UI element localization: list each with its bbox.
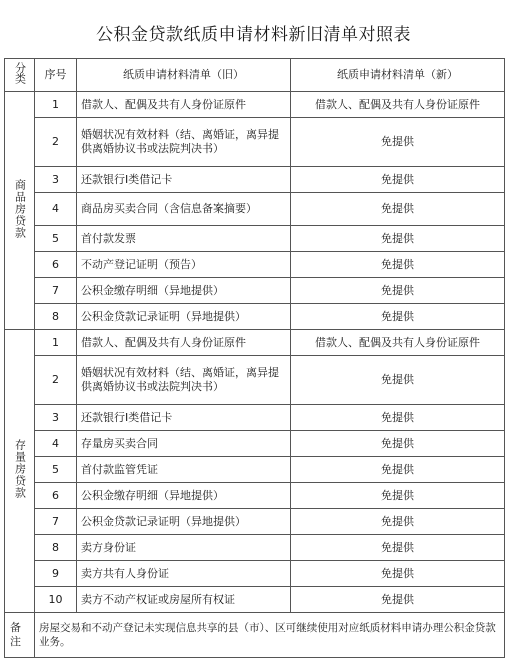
new-material-cell: 免提供	[291, 561, 505, 587]
table-row	[5, 535, 505, 561]
table-row	[5, 167, 505, 193]
old-material-cell: 首付款发票	[77, 226, 291, 252]
old-material-cell: 卖方身份证	[77, 535, 291, 561]
seq-cell: 4	[35, 431, 77, 457]
old-material-cell: 首付款监管凭证	[77, 457, 291, 483]
old-material-cell: 公积金贷款记录证明（异地提供）	[77, 509, 291, 535]
new-material-cell: 免提供	[291, 252, 505, 278]
old-material-cell: 公积金缴存明细（异地提供）	[77, 278, 291, 304]
table-row	[5, 193, 505, 226]
table-row	[5, 431, 505, 457]
header-category: 分类	[5, 59, 35, 92]
new-material-cell: 免提供	[291, 587, 505, 613]
table-row	[5, 457, 505, 483]
table-row	[5, 483, 505, 509]
new-material-cell: 免提供	[291, 226, 505, 252]
seq-cell: 3	[35, 405, 77, 431]
table-row	[5, 561, 505, 587]
seq-cell: 8	[35, 304, 77, 330]
old-material-cell: 借款人、配偶及共有人身份证原件	[77, 92, 291, 118]
table-row	[5, 226, 505, 252]
old-material-cell: 公积金贷款记录证明（异地提供）	[77, 304, 291, 330]
old-material-cell: 存量房买卖合同	[77, 431, 291, 457]
seq-cell: 2	[35, 118, 77, 167]
old-material-cell: 借款人、配偶及共有人身份证原件	[77, 330, 291, 356]
note-row	[5, 613, 505, 658]
new-material-cell: 免提供	[291, 457, 505, 483]
category-label: 商品房贷款	[13, 178, 27, 239]
new-material-cell: 借款人、配偶及共有人身份证原件	[291, 330, 505, 356]
new-material-cell: 免提供	[291, 118, 505, 167]
category-cell	[5, 330, 35, 613]
note-label: 备注	[5, 613, 35, 658]
seq-cell: 1	[35, 330, 77, 356]
comparison-table	[4, 58, 505, 658]
new-material-cell: 免提供	[291, 304, 505, 330]
new-material-cell: 免提供	[291, 278, 505, 304]
seq-cell: 8	[35, 535, 77, 561]
table-row	[5, 252, 505, 278]
seq-cell: 7	[35, 509, 77, 535]
table-header-row	[5, 59, 505, 92]
new-material-cell: 免提供	[291, 356, 505, 405]
table-row	[5, 587, 505, 613]
old-material-cell: 卖方不动产权证或房屋所有权证	[77, 587, 291, 613]
old-material-cell: 婚姻状况有效材料（结、离婚证，离异提供离婚协议书或法院判决书）	[77, 118, 291, 167]
table-row	[5, 118, 505, 167]
seq-cell: 4	[35, 193, 77, 226]
new-material-cell: 免提供	[291, 535, 505, 561]
old-material-cell: 还款银行Ⅰ类借记卡	[77, 405, 291, 431]
old-material-cell: 商品房买卖合同（含信息备案摘要）	[77, 193, 291, 226]
old-material-cell: 婚姻状况有效材料（结、离婚证，离异提供离婚协议书或法院判决书）	[77, 356, 291, 405]
category-cell	[5, 92, 35, 330]
new-material-cell: 免提供	[291, 167, 505, 193]
header-new-list: 纸质申请材料清单（新）	[291, 59, 505, 92]
seq-cell: 5	[35, 457, 77, 483]
table-row	[5, 509, 505, 535]
seq-cell: 6	[35, 252, 77, 278]
new-material-cell: 免提供	[291, 193, 505, 226]
seq-cell: 7	[35, 278, 77, 304]
seq-cell: 9	[35, 561, 77, 587]
table-row	[5, 405, 505, 431]
new-material-cell: 借款人、配偶及共有人身份证原件	[291, 92, 505, 118]
header-seq: 序号	[35, 59, 77, 92]
new-material-cell: 免提供	[291, 405, 505, 431]
seq-cell: 5	[35, 226, 77, 252]
seq-cell: 1	[35, 92, 77, 118]
old-material-cell: 卖方共有人身份证	[77, 561, 291, 587]
table-row	[5, 330, 505, 356]
table-row	[5, 278, 505, 304]
new-material-cell: 免提供	[291, 431, 505, 457]
table-row	[5, 356, 505, 405]
header-old-list: 纸质申请材料清单（旧）	[77, 59, 291, 92]
seq-cell: 3	[35, 167, 77, 193]
old-material-cell: 不动产登记证明（预告）	[77, 252, 291, 278]
old-material-cell: 还款银行Ⅰ类借记卡	[77, 167, 291, 193]
seq-cell: 2	[35, 356, 77, 405]
table-row	[5, 304, 505, 330]
table-row	[5, 92, 505, 118]
table-body	[5, 92, 505, 613]
new-material-cell: 免提供	[291, 509, 505, 535]
note-text: 房屋交易和不动产登记未实现信息共享的县（市）、区可继续使用对应纸质材料申请办理公积金贷款业务。	[35, 613, 505, 658]
page-title: 公积金贷款纸质申请材料新旧清单对照表	[96, 25, 411, 45]
seq-cell: 10	[35, 587, 77, 613]
category-label: 存量房贷款	[13, 439, 27, 499]
new-material-cell: 免提供	[291, 483, 505, 509]
seq-cell: 6	[35, 483, 77, 509]
old-material-cell: 公积金缴存明细（异地提供）	[77, 483, 291, 509]
